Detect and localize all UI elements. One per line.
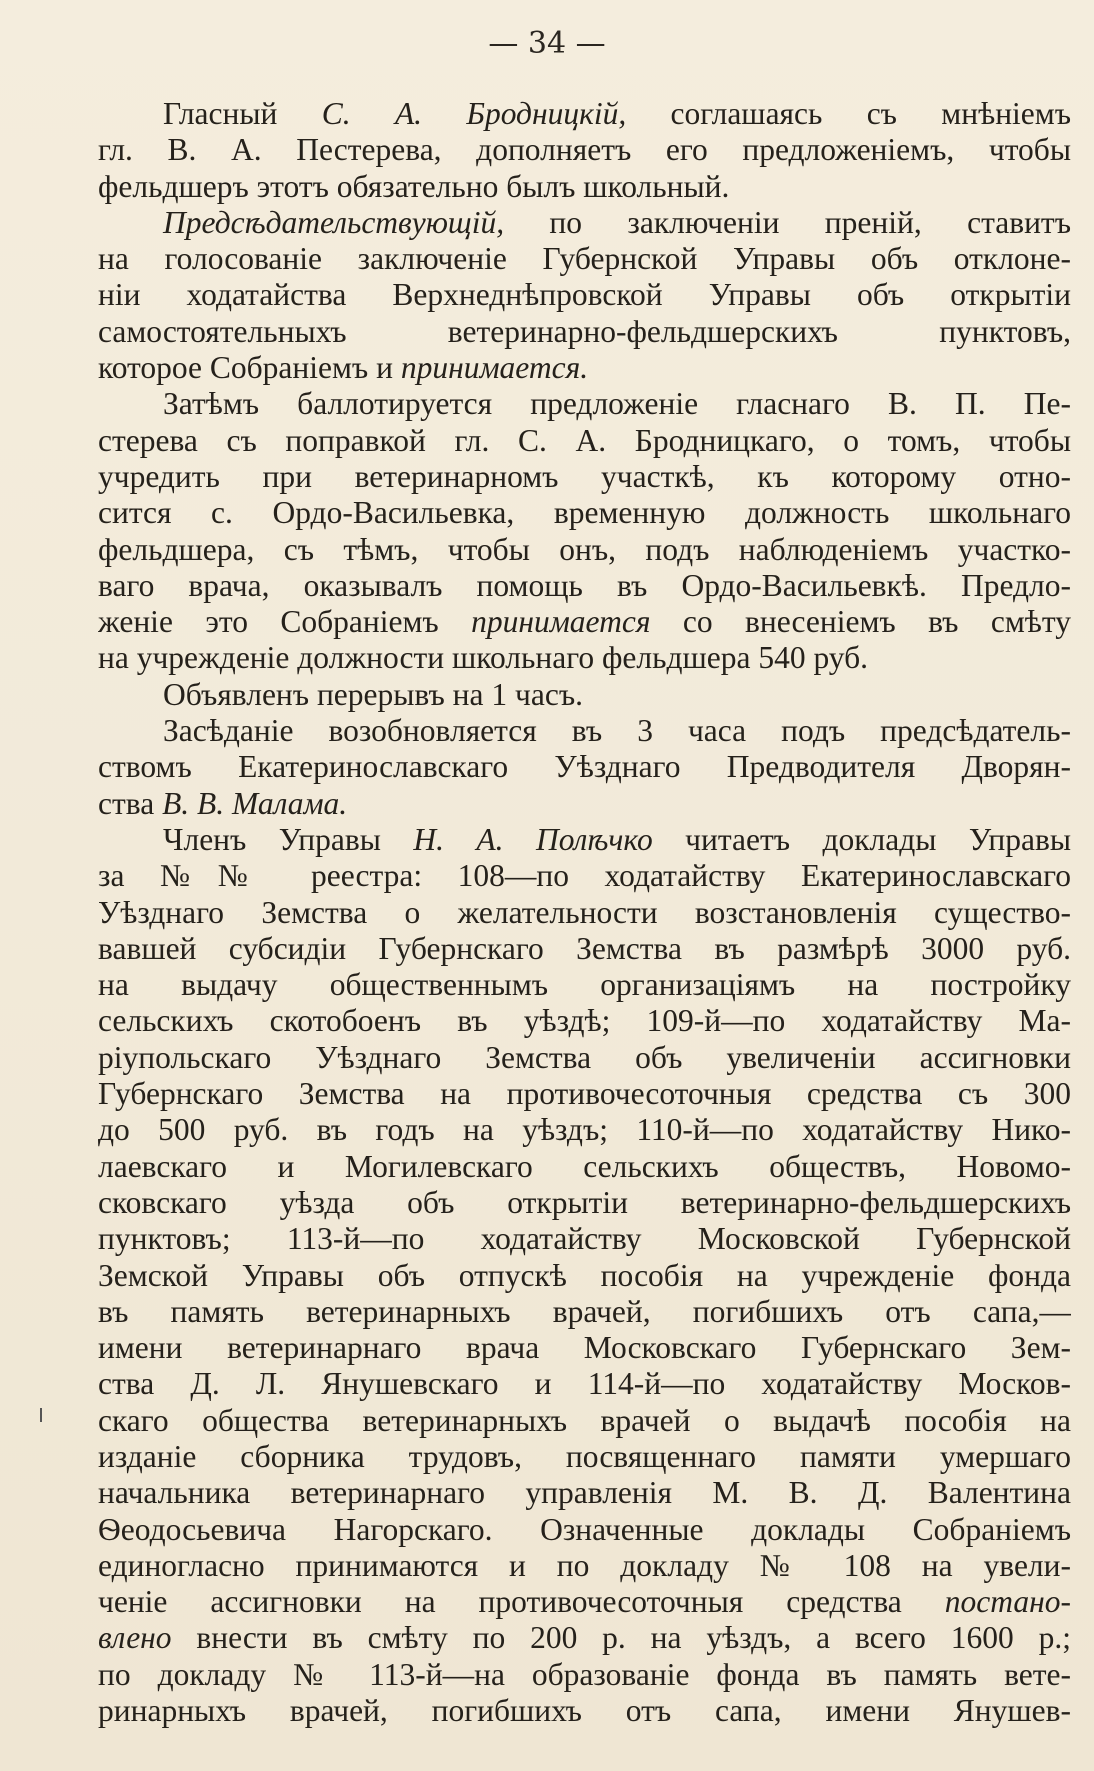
text-line — [98, 677, 1071, 713]
text-line — [98, 1330, 1071, 1366]
text-segment: вавшей субсидіи Губернскаго Земства въ размѣрѣ 3000 руб. — [98, 930, 1071, 966]
text-segment: Объявленъ перерывъ на 1 часъ. — [163, 676, 583, 712]
text-segment: гл. В. А. Пестерева, дополняетъ его предложеніемъ, чтобы — [98, 132, 1071, 168]
text-line — [98, 1657, 1071, 1693]
text-line — [98, 314, 1071, 350]
text-line — [98, 895, 1071, 931]
text-line — [98, 786, 1071, 822]
text-segment: фельдшеръ этотъ обязательно былъ школьный. — [98, 168, 730, 204]
text-segment: Засѣданіе возобновляется въ 3 часа подъ предсѣдатель- — [163, 713, 1071, 749]
italic-text: С. А. Бродницкій, — [321, 96, 627, 131]
text-segment: со внесеніемъ въ смѣту — [650, 604, 1071, 640]
text-line — [98, 1403, 1071, 1439]
text-segment: въ память ветеринарныхъ врачей, погибшихъ отъ сапа,— — [98, 1293, 1071, 1329]
text-line — [98, 1620, 1071, 1656]
text-segment: Затѣмъ баллотируется предложеніе гласнаго В. П. Пе- — [163, 386, 1071, 422]
text-segment: изданіе сборника трудовъ, посвященнаго памяти умершаго — [98, 1438, 1071, 1474]
text-line — [98, 495, 1071, 531]
body-text — [98, 96, 1071, 1729]
text-line — [98, 132, 1071, 168]
text-line — [98, 1475, 1071, 1511]
text-line — [98, 96, 1071, 132]
text-line — [98, 1040, 1071, 1076]
text-line — [98, 350, 1071, 386]
text-segment: начальника ветеринарнаго управленія М. В. Д. Валентина — [98, 1475, 1071, 1511]
text-line — [98, 1548, 1071, 1584]
text-segment: Ѳеодосьевича Нагорскаго. Означенные доклады Собраніемъ — [98, 1511, 1071, 1547]
text-line — [98, 277, 1071, 313]
text-segment: сковскаго уѣзда объ открытіи ветеринарно-фельдшерскихъ — [98, 1184, 1071, 1220]
text-line — [98, 459, 1071, 495]
text-line — [98, 1294, 1071, 1330]
text-segment: до 500 руб. въ годъ на уѣздъ; 110-й—по ходатайству Нико- — [98, 1112, 1071, 1148]
text-segment: ства Д. Л. Янушевскаго и 114-й—по ходатайству Москов- — [98, 1366, 1071, 1402]
text-segment: на учрежденіе должности школьнаго фельдшера 540 руб. — [98, 640, 869, 676]
text-segment: стерева съ поправкой гл. С. А. Бродницкаго, о томъ, чтобы — [98, 422, 1071, 458]
text-line — [98, 205, 1071, 241]
text-line — [98, 822, 1071, 858]
text-segment: самостоятельныхъ ветеринарно-фельдшерскихъ пунктовъ, — [98, 313, 1071, 349]
text-line — [98, 640, 1071, 676]
text-segment: сельскихъ скотобоенъ въ уѣздѣ; 109-й—по ходатайству Ма- — [98, 1003, 1071, 1039]
text-line — [98, 241, 1071, 277]
italic-text: постано- — [944, 1584, 1071, 1620]
text-segment: женіе это Собраніемъ — [98, 604, 472, 640]
text-line — [98, 169, 1071, 205]
text-segment: читаетъ доклады Управы — [652, 821, 1071, 857]
text-segment: за №№ реестра: 108—по ходатайству Екатеринославскаго — [98, 858, 1071, 894]
text-line — [98, 1221, 1071, 1257]
text-segment: внести въ смѣту по 200 р. на уѣздъ, а всего 1600 р.; — [171, 1620, 1071, 1656]
text-segment: ченіе ассигновки на противочесоточныя средства — [98, 1584, 945, 1620]
text-line — [98, 1512, 1071, 1548]
text-segment: Губернскаго Земства на противочесоточныя средства съ 300 — [98, 1076, 1071, 1112]
text-segment: ріупольскаго Уѣзднаго Земства объ увеличеніи ассигновки — [98, 1039, 1071, 1075]
text-segment: скаго общества ветеринарныхъ врачей о выдачѣ пособія на — [98, 1402, 1071, 1438]
text-line — [98, 423, 1071, 459]
text-line — [98, 749, 1071, 785]
text-segment: по докладу № 113-й—на образованіе фонда въ память вете- — [98, 1656, 1071, 1692]
text-line — [98, 1693, 1071, 1729]
text-segment: ніи ходатайства Верхнеднѣпровской Управы объ открытіи — [98, 277, 1071, 313]
text-line — [98, 386, 1071, 422]
text-line — [98, 1003, 1071, 1039]
text-segment: ствомъ Екатеринославскаго Уѣзднаго Предводителя Дворян- — [98, 749, 1071, 785]
text-segment: сится с. Ордо-Васильевка, временную должность школьнаго — [98, 495, 1071, 531]
text-segment: учредить при ветеринарномъ участкѣ, къ которому отно- — [98, 458, 1071, 494]
text-line — [98, 1149, 1071, 1185]
text-line — [98, 858, 1071, 894]
text-segment: пунктовъ; 113-й—по ходатайству Московской Губернской — [98, 1221, 1071, 1257]
text-line — [98, 1439, 1071, 1475]
text-line — [98, 532, 1071, 568]
text-segment: которое Собраніемъ и — [98, 350, 401, 386]
text-line — [98, 568, 1071, 604]
text-segment: ства — [98, 785, 163, 821]
text-line — [98, 1112, 1071, 1148]
italic-text: Предсѣдательствующій, — [163, 204, 505, 240]
text-segment: ваго врача, оказывалъ помощь въ Ордо-Васильевкѣ. Предло- — [98, 567, 1071, 603]
text-line — [98, 931, 1071, 967]
text-line — [98, 1258, 1071, 1294]
text-line — [98, 604, 1071, 640]
text-line — [98, 1185, 1071, 1221]
text-segment: Земской Управы объ отпускѣ пособія на учрежденіе фонда — [98, 1257, 1071, 1293]
text-segment: ринарныхъ врачей, погибшихъ отъ сапа, имени Янушев- — [98, 1693, 1071, 1729]
italic-text: Н. А. Полѣчко — [413, 821, 653, 857]
page-number: — 34 — — [488, 26, 606, 61]
italic-text: принимается. — [400, 350, 589, 386]
text-segment: Уѣзднаго Земства о желательности возстановленія существо- — [98, 894, 1071, 930]
italic-text: В. В. Малама. — [162, 785, 348, 821]
margin-mark — [40, 1408, 42, 1422]
text-segment: на выдачу общественнымъ организаціямъ на постройку — [98, 967, 1071, 1003]
text-segment: Членъ Управы — [163, 821, 414, 857]
text-segment: единогласно принимаются и по докладу № 108 на увели- — [98, 1547, 1071, 1583]
text-line — [98, 967, 1071, 1003]
text-segment: фельдшера, съ тѣмъ, чтобы онъ, подъ наблюденіемъ участко- — [98, 531, 1071, 567]
text-segment: лаевскаго и Могилевскаго сельскихъ обществъ, Новомо- — [98, 1148, 1071, 1184]
text-segment: Гласный — [163, 96, 322, 131]
text-segment: по заключеніи преній, ставитъ — [504, 204, 1071, 240]
text-segment: на голосованіе заключеніе Губернской Управы объ отклоне- — [98, 241, 1071, 277]
text-line — [98, 1584, 1071, 1620]
text-line — [98, 1366, 1071, 1402]
italic-text: влено — [98, 1620, 172, 1656]
text-line — [98, 713, 1071, 749]
italic-text: принимается — [471, 604, 651, 640]
text-segment: имени ветеринарнаго врача Московскаго Губернскаго Зем- — [98, 1330, 1071, 1366]
text-segment: соглашаясь съ мнѣніемъ — [626, 96, 1071, 131]
text-line — [98, 1076, 1071, 1112]
